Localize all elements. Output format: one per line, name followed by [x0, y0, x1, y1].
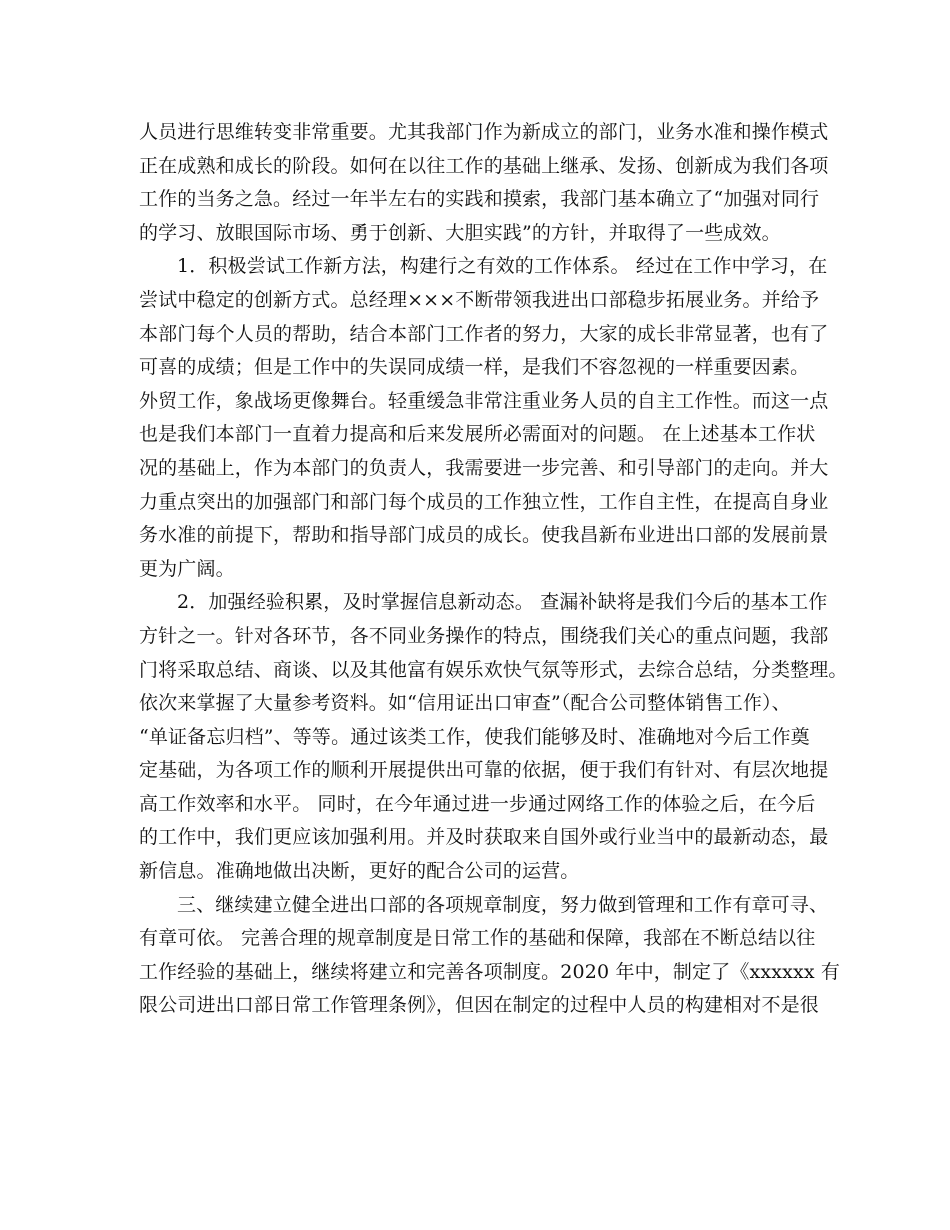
text-line: 更为广阔。 — [139, 557, 235, 580]
text-line: 的工作中，我们更应该加强利用。并及时获取来自国外或行业当中的最新动态，最 — [139, 826, 829, 849]
text-line: “单证备忘归档”、等等。通过该类工作，使我们能够及时、准确地对今后工作奠 — [139, 725, 810, 748]
document-body — [139, 116, 848, 1023]
text-line: 新信息。准确地做出决断，更好的配合公司的运营。 — [139, 860, 580, 883]
text-line: 正在成熟和成长的阶段。如何在以往工作的基础上继承、发扬、创新成为我们各项 — [139, 154, 829, 177]
text-line: 本部门每个人员的帮助，结合本部门工作者的努力，大家的成长非常显著，也有了 — [139, 322, 829, 345]
text-line: 也是我们本部门一直着力提高和后来发展所必需面对的问题。 在上述基本工作状 — [139, 423, 816, 446]
text-line: 三、继续建立健全进出口部的各项规章制度，努力做到管理和工作有章可寻、 — [177, 893, 829, 916]
text-line: 的学习、放眼国际市场、勇于创新、大胆实践”的方针，并取得了一些成效。 — [139, 221, 781, 244]
text-line: 务水准的前提下，帮助和指导部门成员的成长。使我昌新布业进出口部的发展前景 — [139, 524, 829, 547]
text-line: 有章可依。 完善合理的规章制度是日常工作的基础和保障，我部在不断总结以往 — [139, 927, 816, 950]
text-line: 尝试中稳定的创新方式。总经理×××不断带领我进出口部稳步拓展业务。并给予 — [139, 288, 820, 311]
text-line: 外贸工作，象战场更像舞台。轻重缓急非常注重业务人员的自主工作性。而这一点 — [139, 389, 829, 412]
text-line: 限公司进出口部日常工作管理条例》，但因在制定的过程中人员的构建相对不是很 — [139, 994, 819, 1017]
text-line: 高工作效率和水平。 同时，在今年通过进一步通过网络工作的体验之后，在今后 — [139, 792, 816, 815]
text-line: 工作的当务之急。经过一年半左右的实践和摸索，我部门基本确立了“加强对同行 — [139, 188, 820, 211]
text-line: 2．加强经验积累，及时掌握信息新动态。 查漏补缺将是我们今后的基本工作 — [177, 591, 828, 614]
text-line: 力重点突出的加强部门和部门每个成员的工作独立性，工作自主性，在提高自身业 — [139, 490, 829, 513]
text-line: 况的基础上，作为本部门的负责人，我需要进一步完善、和引导部门的走向。并大 — [139, 456, 829, 479]
text-line: 工作经验的基础上，继续将建立和完善各项制度。2020 年中，制定了《xxxxxx 有 — [139, 960, 841, 983]
text-line: 方针之一。针对各环节，各不同业务操作的特点，围绕我们关心的重点问题，我部 — [139, 624, 829, 647]
text-line: 可喜的成绩；但是工作中的失误同成绩一样，是我们不容忽视的一样重要因素。 — [139, 356, 810, 379]
text-line: 定基础，为各项工作的顺利开展提供出可靠的依据，便于我们有针对、有层次地提 — [139, 759, 829, 782]
text-line: 1．积极尝试工作新方法，构建行之有效的工作体系。 经过在工作中学习，在 — [177, 255, 828, 278]
text-line: 人员进行思维转变非常重要。尤其我部门作为新成立的部门，业务水准和操作模式 — [139, 121, 829, 143]
text-line: 依次来掌握了大量参考资料。如“信用证出口审查”（配合公司整体销售工作）、 — [139, 692, 791, 715]
text-line: 门将采取总结、商谈、以及其他富有娱乐欢快气氛等形式，去综合总结，分类整理。 — [139, 658, 848, 681]
